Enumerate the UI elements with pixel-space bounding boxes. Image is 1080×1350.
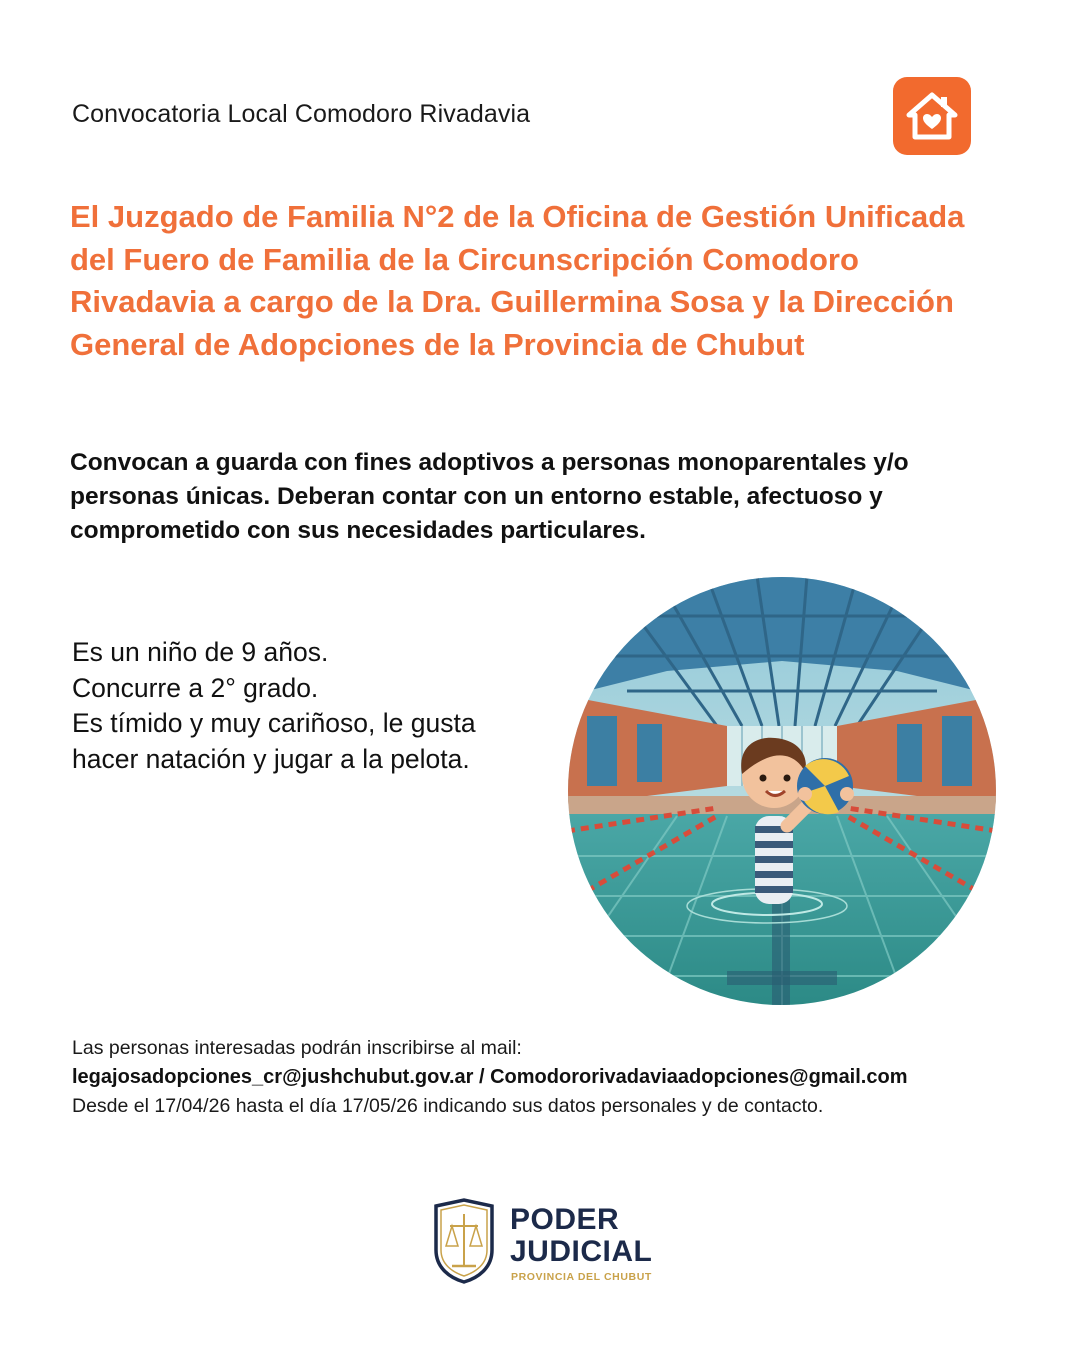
contact-intro: Las personas interesadas podrán inscribirse al mail:	[72, 1037, 522, 1059]
pool-illustration	[567, 576, 997, 1006]
logo-subtitle: PROVINCIA DEL CHUBUT	[511, 1271, 652, 1283]
child-line: Es tímido y muy cariñoso, le gusta	[72, 708, 476, 738]
call-text: Convocan a guarda con fines adoptivos a personas monoparentales y/o personas únicas. Deberan contar con un entorno estable, afectuoso y comprometido con sus necesidades particulares.	[70, 449, 909, 544]
child-description	[72, 635, 562, 777]
home-heart-icon	[893, 77, 971, 155]
logo-line1: PODER	[510, 1203, 620, 1236]
top-label: Convocatoria Local Comodoro Rivadavia	[72, 100, 531, 128]
child-line: Concurre a 2° grado.	[72, 672, 319, 703]
contact-info	[72, 1034, 1062, 1121]
poder-judicial-logo	[430, 1198, 670, 1288]
child-line: hacer natación y jugar a la pelota.	[72, 743, 470, 774]
shield-icon	[430, 1198, 498, 1284]
contact-emails[interactable]: legajosadopciones_cr@jushchubut.gov.ar / Comodororivadaviaadopciones@gmail.com	[72, 1066, 908, 1088]
child-line: Es un niño de 9 años.	[72, 637, 329, 667]
logo-line2: JUDICIAL	[510, 1235, 653, 1268]
contact-dates: Desde el 17/04/26 hasta el día 17/05/26 indicando sus datos personales y de contacto.	[72, 1095, 824, 1117]
headline: El Juzgado de Familia N°2 de la Oficina de Gestión Unificada del Fuero de Familia de la Circunscripción Comodoro Rivadavia a cargo de la Dra. Guillermina Sosa y la Dirección General de Adopciones de la Provincia de Chubut	[70, 199, 965, 362]
